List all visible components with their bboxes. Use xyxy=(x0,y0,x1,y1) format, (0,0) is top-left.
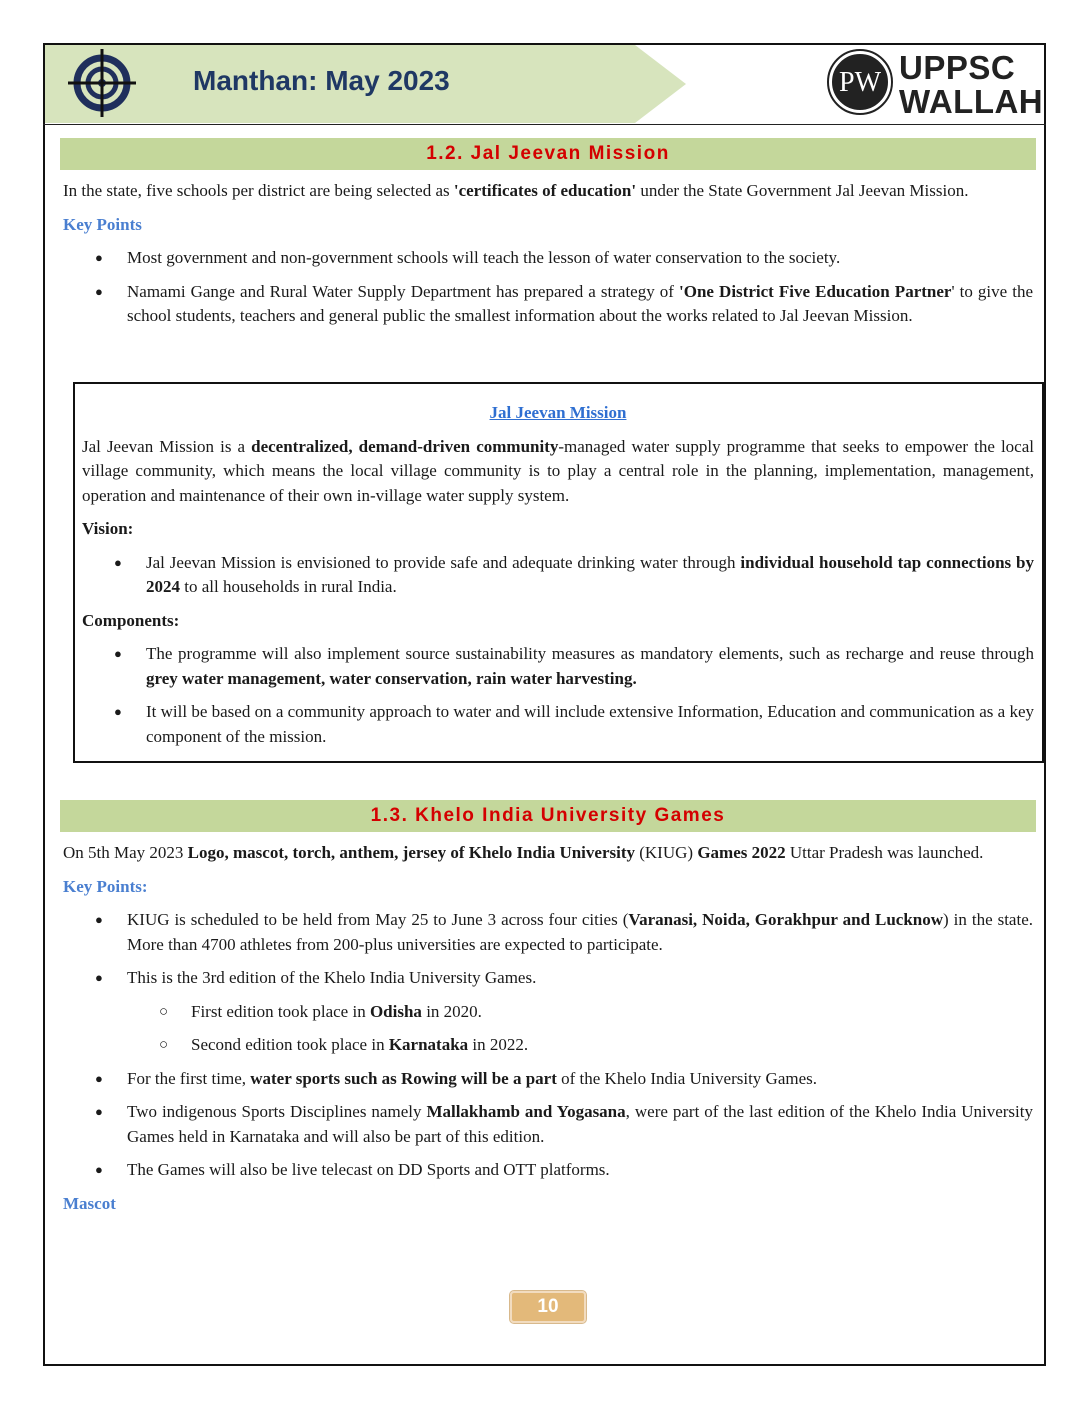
text: Namami Gange and Rural Water Supply Department has prepared a strategy of xyxy=(127,281,680,301)
section-body-jal-jeevan xyxy=(63,179,1033,329)
bullet-item xyxy=(82,642,1034,691)
text: under the State Government Jal Jeevan Mission. xyxy=(636,181,969,200)
paragraph xyxy=(63,179,1033,204)
subheading xyxy=(63,1192,1033,1217)
bold-text: Odisha xyxy=(369,1001,422,1021)
text: In the state, five schools per district are being selected as xyxy=(63,181,454,200)
label-heading xyxy=(82,609,1034,634)
bold-text: 'One District Five Education Partner xyxy=(679,281,952,301)
text: Key Points: xyxy=(63,876,148,896)
bold-text: Games 2022 xyxy=(697,843,786,862)
box-title[interactable] xyxy=(82,401,1034,426)
pw-logo-mark: PW xyxy=(829,51,891,113)
bullet-item xyxy=(63,1100,1033,1149)
bold-text: Mallakhamb and Yogasana xyxy=(426,1102,626,1121)
text: Uttar Pradesh was launched. xyxy=(785,843,984,862)
section-body-khelo-india xyxy=(63,841,1033,1216)
bold-text: Varanasi, Noida, Gorakhpur and Lucknow xyxy=(628,910,944,929)
bold-text: Karnataka xyxy=(388,1035,469,1054)
label-heading xyxy=(82,517,1034,542)
bullet-item xyxy=(63,280,1033,329)
text: (KIUG) xyxy=(634,843,698,862)
sub-bullet-item xyxy=(63,1033,1033,1058)
info-box-jal-jeevan-mission xyxy=(73,382,1044,763)
text: Components: xyxy=(82,610,180,630)
section-heading-khelo-india: 1.3. Khelo India University Games xyxy=(60,800,1036,832)
text: For the first time, xyxy=(127,1068,251,1088)
bullet-item xyxy=(82,700,1034,749)
text: The programme will also implement source sustainability measures as mandatory elements, such as recharge and reuse through xyxy=(146,644,1034,663)
logo-text-wallah: WALLAH xyxy=(899,83,1044,120)
text: to all households in rural India. xyxy=(180,577,397,596)
text: First edition took place in xyxy=(191,1001,370,1021)
text: The Games will also be live telecast on DD Sports and OTT platforms. xyxy=(127,1160,610,1179)
text: On 5th May 2023 xyxy=(63,843,188,862)
text: Most government and non-government schools will teach the lesson of water conservation to the society. xyxy=(127,248,841,267)
document-title: Manthan: May 2023 xyxy=(193,65,450,96)
text: in 2020. xyxy=(421,1001,482,1021)
bold-text: individual household tap connections by 2024 xyxy=(146,552,1035,596)
bold-text: Logo, mascot, torch, anthem, jersey of Khelo India University xyxy=(187,843,635,862)
text: Key Points xyxy=(63,214,142,234)
sub-bullet-item xyxy=(63,1000,1033,1025)
text: in 2022. xyxy=(468,1035,529,1054)
text: KIUG is scheduled to be held from May 25 to June 3 across four cities ( xyxy=(127,910,629,929)
page-header xyxy=(43,43,1046,125)
bold-text: grey water management, water conservation, rain water harvesting. xyxy=(146,668,637,688)
logo-text-uppsc: UPPSC xyxy=(899,49,1016,86)
subheading xyxy=(63,213,1033,238)
text: Two indigenous Sports Disciplines namely xyxy=(127,1102,427,1121)
bullet-item xyxy=(63,1158,1033,1183)
bullet-item xyxy=(63,1067,1033,1092)
bullet-item xyxy=(63,966,1033,991)
text: Jal Jeevan Mission is envisioned to provide safe and adequate drinking water through xyxy=(146,552,741,572)
text: ' to give the school students, teachers and general public the smallest information about the works related to Jal Jeevan Mission. xyxy=(127,281,1033,325)
bullet-item xyxy=(82,551,1034,600)
info-box-body xyxy=(82,401,1034,749)
text: of the Khelo India University Games. xyxy=(556,1068,818,1088)
text: ) in the state. More than 4700 athletes from 200-plus universities are expected to participate. xyxy=(127,910,1033,954)
section-heading-jal-jeevan: 1.2. Jal Jeevan Mission xyxy=(60,138,1036,170)
bold-text: water sports such as Rowing will be a part xyxy=(250,1068,557,1088)
text: Jal Jeevan Mission is a xyxy=(82,436,252,456)
text: Jal Jeevan Mission xyxy=(489,403,627,422)
text: This is the 3rd edition of the Khelo India University Games. xyxy=(127,968,537,987)
bullet-item xyxy=(63,908,1033,957)
paragraph xyxy=(82,435,1034,509)
text: , were part of the last edition of the Khelo India University Games held in Karnataka and will also be part of this edition. xyxy=(127,1102,1033,1146)
bullet-item xyxy=(63,246,1033,271)
target-icon xyxy=(68,49,136,117)
paragraph xyxy=(63,841,1033,866)
bold-text: decentralized, demand-driven community xyxy=(251,436,559,456)
page-number: 10 xyxy=(510,1291,586,1323)
text: Vision: xyxy=(82,519,134,538)
text: Second edition took place in xyxy=(191,1035,389,1054)
text: It will be based on a community approach to water and will include extensive Information, Education and communication as a key component of the mission. xyxy=(146,702,1034,746)
uppsc-wallah-logo xyxy=(829,49,1044,120)
text: -managed water supply programme that seeks to empower the local village community, which means the local village community is to play a central role in the planning, implementation, management, operation and maintenance of their own in-village water supply system. xyxy=(82,436,1034,505)
subheading xyxy=(63,875,1033,900)
text: Mascot xyxy=(63,1193,116,1213)
bold-text: 'certificates of education' xyxy=(453,181,637,200)
